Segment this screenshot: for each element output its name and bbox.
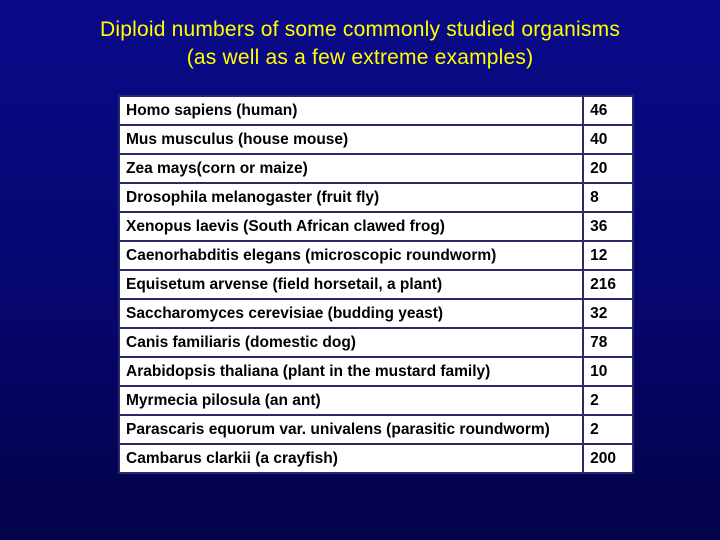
title-line-2: (as well as a few extreme examples) xyxy=(186,46,534,69)
diploid-number: 32 xyxy=(584,300,632,327)
diploid-number: 200 xyxy=(584,445,632,472)
diploid-number: 2 xyxy=(584,416,632,443)
table-row xyxy=(120,358,632,385)
diploid-table-body xyxy=(120,97,632,472)
organism-name: Caenorhabditis elegans (microscopic roundworm) xyxy=(120,242,582,269)
organism-name: Drosophila melanogaster (fruit fly) xyxy=(120,184,582,211)
diploid-number: 10 xyxy=(584,358,632,385)
diploid-table xyxy=(118,95,634,474)
table-row xyxy=(120,329,632,356)
slide-title xyxy=(0,16,720,72)
table-row xyxy=(120,155,632,182)
table-row xyxy=(120,97,632,124)
organism-name: Equisetum arvense (field horsetail, a plant) xyxy=(120,271,582,298)
organism-name: Homo sapiens (human) xyxy=(120,97,582,124)
organism-name: Myrmecia pilosula (an ant) xyxy=(120,387,582,414)
organism-name: Xenopus laevis (South African clawed frog) xyxy=(120,213,582,240)
diploid-number: 20 xyxy=(584,155,632,182)
diploid-number: 12 xyxy=(584,242,632,269)
organism-name: Arabidopsis thaliana (plant in the mustard family) xyxy=(120,358,582,385)
table-row xyxy=(120,242,632,269)
table-row xyxy=(120,387,632,414)
diploid-number: 40 xyxy=(584,126,632,153)
table-row xyxy=(120,300,632,327)
title-line-1: Diploid numbers of some commonly studied organisms xyxy=(99,18,621,41)
table-row xyxy=(120,126,632,153)
organism-name: Canis familiaris (domestic dog) xyxy=(120,329,582,356)
table-row xyxy=(120,445,632,472)
diploid-number: 2 xyxy=(584,387,632,414)
table-row xyxy=(120,271,632,298)
table-row xyxy=(120,213,632,240)
organism-name: Cambarus clarkii (a crayfish) xyxy=(120,445,582,472)
organism-name: Zea mays(corn or maize) xyxy=(120,155,582,182)
diploid-number: 8 xyxy=(584,184,632,211)
organism-name: Parascaris equorum var. univalens (parasitic roundworm) xyxy=(120,416,582,443)
table-row xyxy=(120,184,632,211)
diploid-number: 36 xyxy=(584,213,632,240)
diploid-number: 216 xyxy=(584,271,632,298)
organism-name: Mus musculus (house mouse) xyxy=(120,126,582,153)
diploid-number: 46 xyxy=(584,97,632,124)
diploid-number: 78 xyxy=(584,329,632,356)
table-row xyxy=(120,416,632,443)
organism-name: Saccharomyces cerevisiae (budding yeast) xyxy=(120,300,582,327)
